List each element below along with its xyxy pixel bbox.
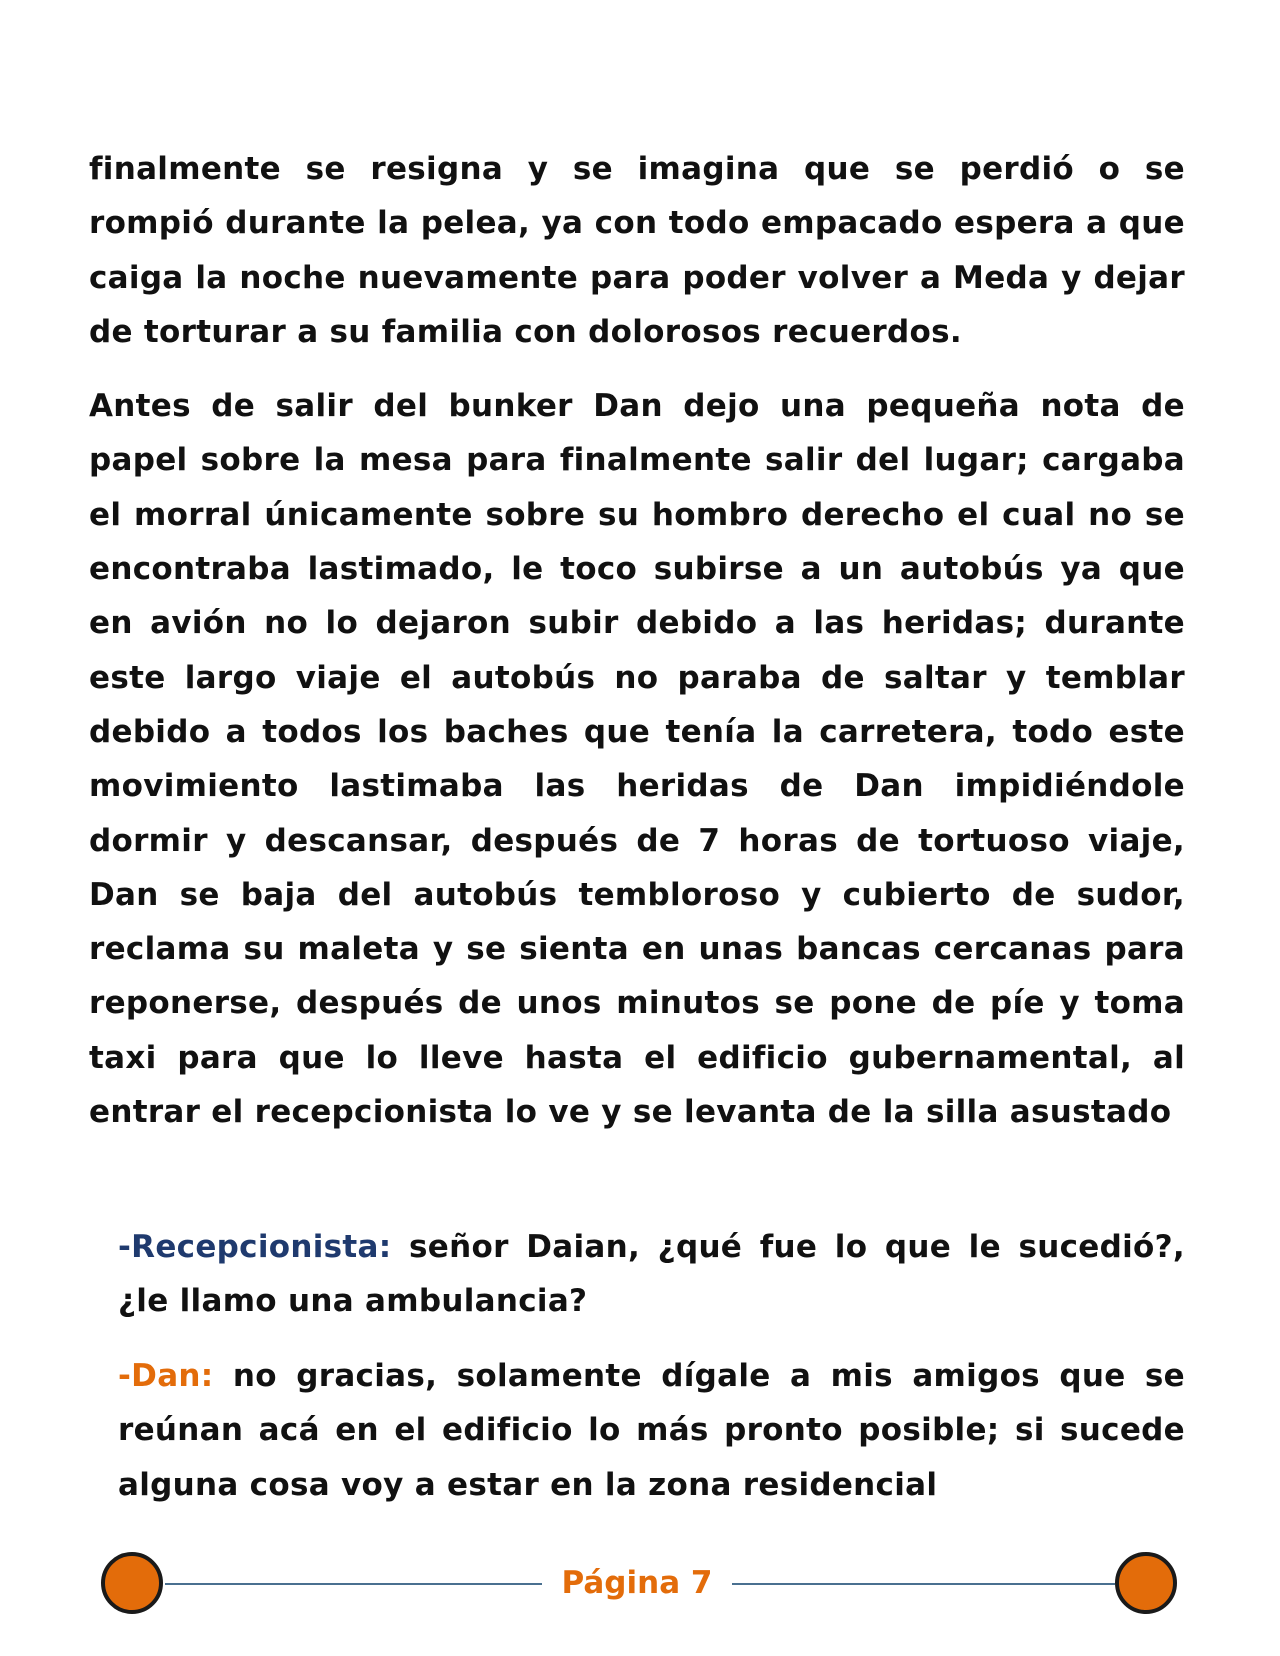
page-number: Página 7 xyxy=(561,1565,713,1601)
speaker-dan: -Dan: xyxy=(118,1358,214,1394)
dialogue-line-dan xyxy=(118,1349,1185,1512)
circle-ornament-left xyxy=(101,1552,163,1614)
dialogue-line-receptionist xyxy=(118,1220,1185,1329)
paragraph-2: Antes de salir del bunker Dan dejo una pequeña nota de papel sobre la mesa para finalmente salir del lugar; cargaba el morral únicamente sobre su hombro derecho el cual no se encontraba lastimado, le toco subirse a un autobús ya que en avión no lo dejaron subir debido a las heridas; durante este largo viaje el autobús no paraba de saltar y temblar debido a todos los baches que tenía la carretera, todo este movimiento lastimaba las heridas de Dan impidiéndole dormir y descansar, después de 7 horas de tortuoso viaje, Dan se baja del autobús tembloroso y cubierto de sudor, reclama su maleta y se sienta en unas bancas cercanas para reponerse, después de unos minutos se pone de píe y toma taxi para que lo lleve hasta el edificio gubernamental, al entrar el recepcionista lo ve y se levanta de la silla asustado xyxy=(89,388,1185,1131)
body-text xyxy=(89,142,1185,1139)
page-footer xyxy=(0,1548,1280,1618)
dialogue-text-dan: no gracias, solamente dígale a mis amigos que se reúnan acá en el edificio lo más pronto posible; si sucede alguna cosa voy a estar en la zona residencial xyxy=(118,1358,1185,1503)
footer-line-left xyxy=(165,1583,542,1585)
circle-ornament-right xyxy=(1115,1552,1177,1614)
paragraph-1: finalmente se resigna y se imagina que se perdió o se rompió durante la pelea, ya con todo empacado espera a que caiga la noche nuevamente para poder volver a Meda y dejar de torturar a su familia con dolorosos recuerdos. xyxy=(89,151,1185,350)
footer-line-right xyxy=(732,1583,1115,1585)
speaker-receptionist: -Recepcionista: xyxy=(118,1229,392,1265)
dialogue-text-receptionist: señor Daian, ¿qué fue lo que le sucedió?, ¿le llamo una ambulancia? xyxy=(118,1229,1185,1320)
